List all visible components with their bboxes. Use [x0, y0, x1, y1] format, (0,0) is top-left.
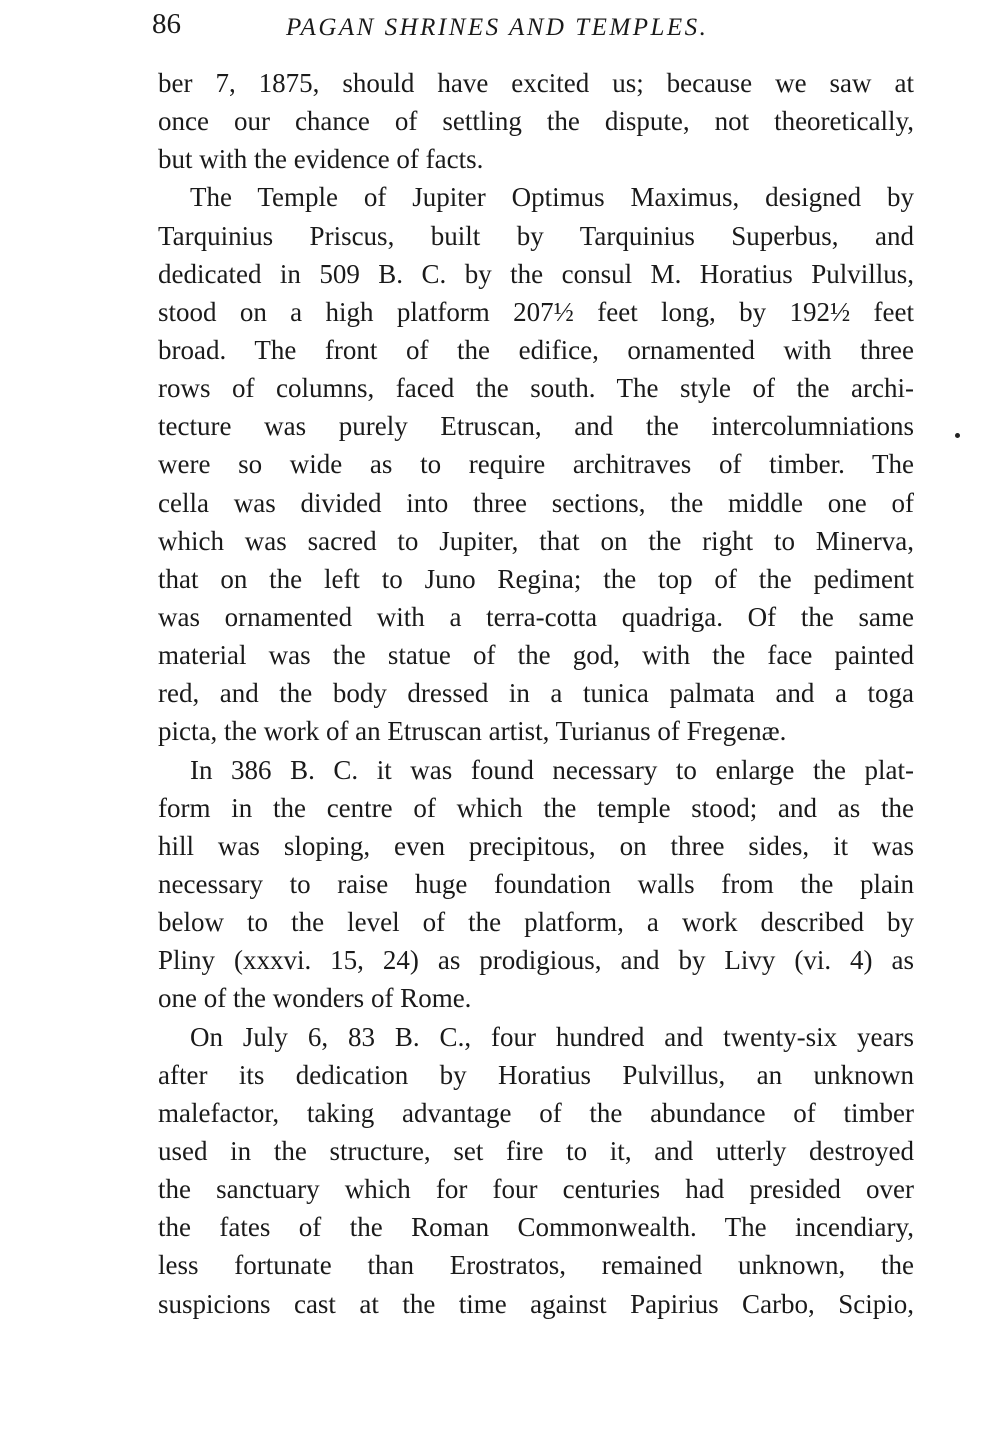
text-line: In 386 B. C. it was found necessary to enlarge the plat- — [190, 754, 914, 785]
text-line: was ornamented with a terra-cotta quadriga. Of the same — [158, 601, 914, 632]
text-line: dedicated in 509 B. C. by the consul M. Horatius Pulvillus, — [158, 258, 914, 289]
text-line: below to the level of the platform, a work described by — [158, 907, 914, 938]
text-line: the fates of the Roman Commonwealth. The incendiary, — [158, 1212, 914, 1243]
text-line: less fortunate than Erostratos, remained unknown, the — [158, 1250, 914, 1281]
text-line: Pliny (xxxvi. 15, 24) as prodigious, and by Livy (vi. 4) as — [158, 945, 914, 976]
page-body-text — [158, 64, 914, 1323]
text-line: used in the structure, set fire to it, and utterly destroyed — [158, 1135, 914, 1166]
text-line: ber 7, 1875, should have excited us; because we saw at — [158, 68, 914, 98]
text-line: stood on a high platform 207½ feet long, by 192½ feet — [158, 296, 914, 327]
text-line: Tarquinius Priscus, built by Tarquinius Superbus, and — [158, 220, 914, 251]
text-line: suspicions cast at the time against Papirius Carbo, Scipio, — [158, 1288, 914, 1319]
text-line: broad. The front of the edifice, ornamented with three — [158, 334, 914, 365]
text-line: that on the left to Juno Regina; the top of the pediment — [158, 563, 914, 594]
text-line: picta, the work of an Etruscan artist, Turianus of Fregenæ. — [158, 716, 787, 747]
text-line: necessary to raise huge foundation walls from the plain — [158, 868, 914, 899]
text-line: The Temple of Jupiter Optimus Maximus, designed by — [190, 182, 914, 213]
text-line: once our chance of settling the dispute, not theoretically, — [158, 106, 914, 137]
running-title: PAGAN SHRINES AND TEMPLES. — [286, 14, 709, 41]
text-line: form in the centre of which the temple stood; and as the — [158, 792, 914, 823]
text-line: were so wide as to require architraves of timber. The — [158, 449, 914, 480]
stray-ink-dot — [955, 433, 960, 438]
text-line: material was the statue of the god, with the face painted — [158, 640, 914, 671]
page-number: 86 — [152, 8, 181, 40]
text-line: after its dedication by Horatius Pulvillus, an unknown — [158, 1059, 914, 1090]
text-line: On July 6, 83 B. C., four hundred and twenty-six years — [190, 1021, 914, 1052]
text-line: rows of columns, faced the south. The style of the archi- — [158, 373, 914, 404]
text-line: malefactor, taking advantage of the abundance of timber — [158, 1097, 914, 1128]
text-line: hill was sloping, even precipitous, on three sides, it was — [158, 830, 914, 861]
text-line: red, and the body dressed in a tunica palmata and a toga — [158, 678, 914, 709]
text-line: one of the wonders of Rome. — [158, 983, 472, 1014]
text-line: cella was divided into three sections, the middle one of — [158, 487, 914, 518]
text-line: the sanctuary which for four centuries had presided over — [158, 1174, 914, 1205]
text-line: tecture was purely Etruscan, and the intercolumniations — [158, 411, 914, 442]
text-line: but with the evidence of facts. — [158, 144, 484, 175]
text-line: which was sacred to Jupiter, that on the right to Minerva, — [158, 525, 914, 556]
